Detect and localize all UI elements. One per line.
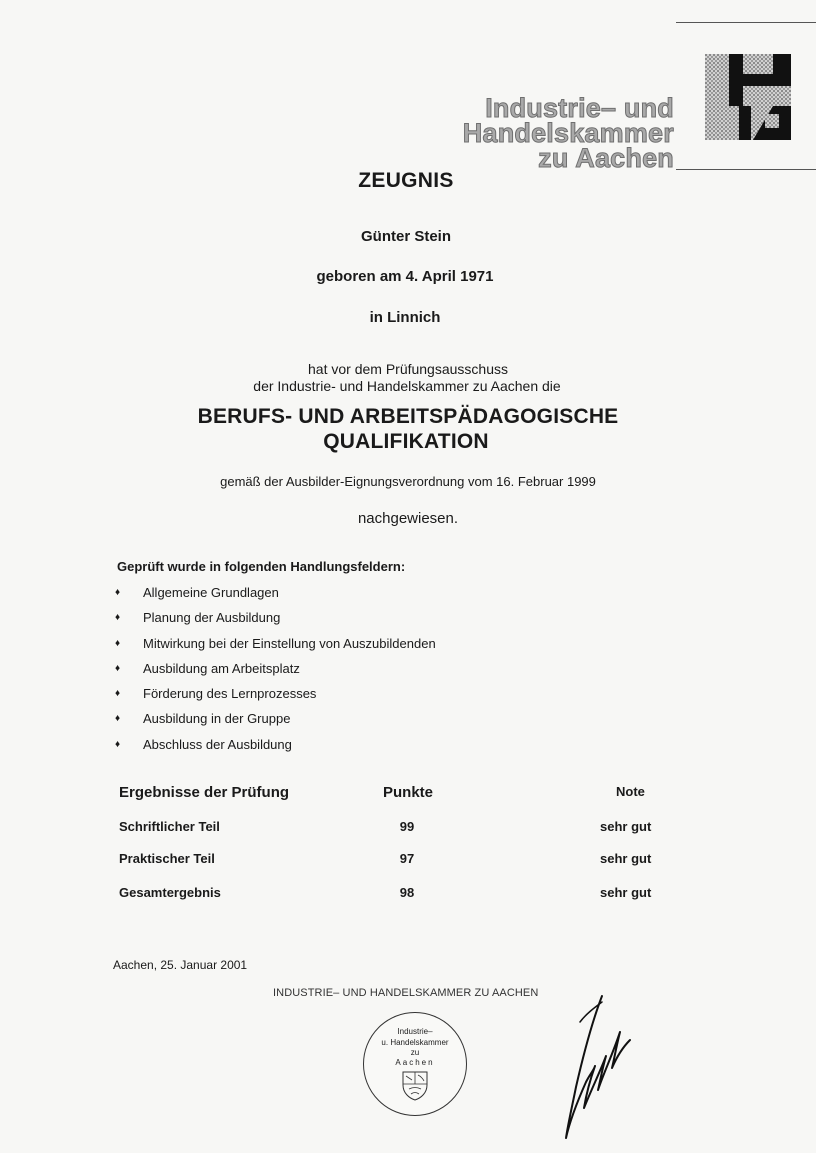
field-label: Förderung des Lernprozesses [143,686,317,702]
issuer-line: INDUSTRIE– UND HANDELSKAMMER ZU AACHEN [273,987,539,999]
result-label: Schriftlicher Teil [119,819,220,834]
bullet-icon: ♦ [115,738,121,750]
official-seal [363,1012,467,1116]
seal-line-2: u. Handelskammer [381,1038,449,1047]
letterhead-line-1: Industrie– und [485,93,674,123]
fields-heading: Geprüft wurde in folgenden Handlungsfeldern: [117,559,406,574]
list-item [115,685,436,710]
signature-icon [540,992,640,1142]
table-row [0,851,816,871]
letterhead-line-2: Handelskammer [462,118,674,148]
list-item [115,584,436,609]
bullet-icon: ♦ [115,662,121,674]
results-header-label: Ergebnisse der Prüfung [119,784,290,801]
field-label: Planung der Ausbildung [143,610,281,626]
result-grade: sehr gut [600,885,652,900]
bullet-icon: ♦ [115,637,121,649]
proven-statement: nachgewiesen. [357,510,459,527]
holder-name: Günter Stein [360,228,451,245]
list-item [115,660,436,685]
result-points: 99 [399,819,415,834]
list-item [115,710,436,735]
result-points: 98 [399,885,415,900]
table-row [0,885,816,905]
legal-basis: gemäß der Ausbilder-Eignungsverordnung vom 16. Februar 1999 [220,474,596,489]
birth-place: in Linnich [369,309,441,326]
field-label: Ausbildung in der Gruppe [143,711,291,727]
bullet-icon: ♦ [115,688,121,700]
qualification-title-line-1: BERUFS- UND ARBEITSPÄDAGOGISCHE [197,405,619,428]
list-item [115,736,436,761]
list-item [115,635,436,660]
letterhead-org-name [462,93,674,173]
result-grade: sehr gut [600,851,652,866]
seal-line-4: Aachen [395,1058,435,1067]
table-row [0,819,816,839]
result-label: Praktischer Teil [119,851,215,866]
intro-line-1: hat vor dem Prüfungsausschuss [308,361,508,377]
qualification-title-line-2: QUALIFIKATION [323,430,489,453]
bullet-icon: ♦ [115,612,121,624]
bullet-icon: ♦ [115,713,121,725]
intro-line-2: der Industrie- und Handelskammer zu Aachen die [253,378,561,394]
seal-line-1: Industrie– [397,1027,433,1036]
bullet-icon: ♦ [115,587,121,598]
top-rule [676,22,816,23]
issue-date: Aachen, 25. Januar 2001 [113,958,248,972]
fields-list [115,584,436,761]
field-label: Mitwirkung bei der Einstellung von Auszubildenden [143,635,436,651]
seal-line-3: zu [410,1048,420,1057]
birth-date: geboren am 4. April 1971 [316,268,494,285]
field-label: Ausbildung am Arbeitsplatz [143,660,300,676]
results-header-points: Punkte [383,784,434,801]
ihk-logo-icon [705,54,791,140]
list-item [115,609,436,634]
letterhead-line-3: zu Aachen [538,143,674,173]
results-header-grade: Note [616,784,645,799]
result-points: 97 [399,851,415,866]
document-title: ZEUGNIS [358,169,454,192]
result-label: Gesamtergebnis [119,885,221,900]
coat-of-arms-icon [402,1071,428,1101]
field-label: Abschluss der Ausbildung [143,736,292,752]
field-label: Allgemeine Grundlagen [143,585,279,600]
result-grade: sehr gut [600,819,652,834]
